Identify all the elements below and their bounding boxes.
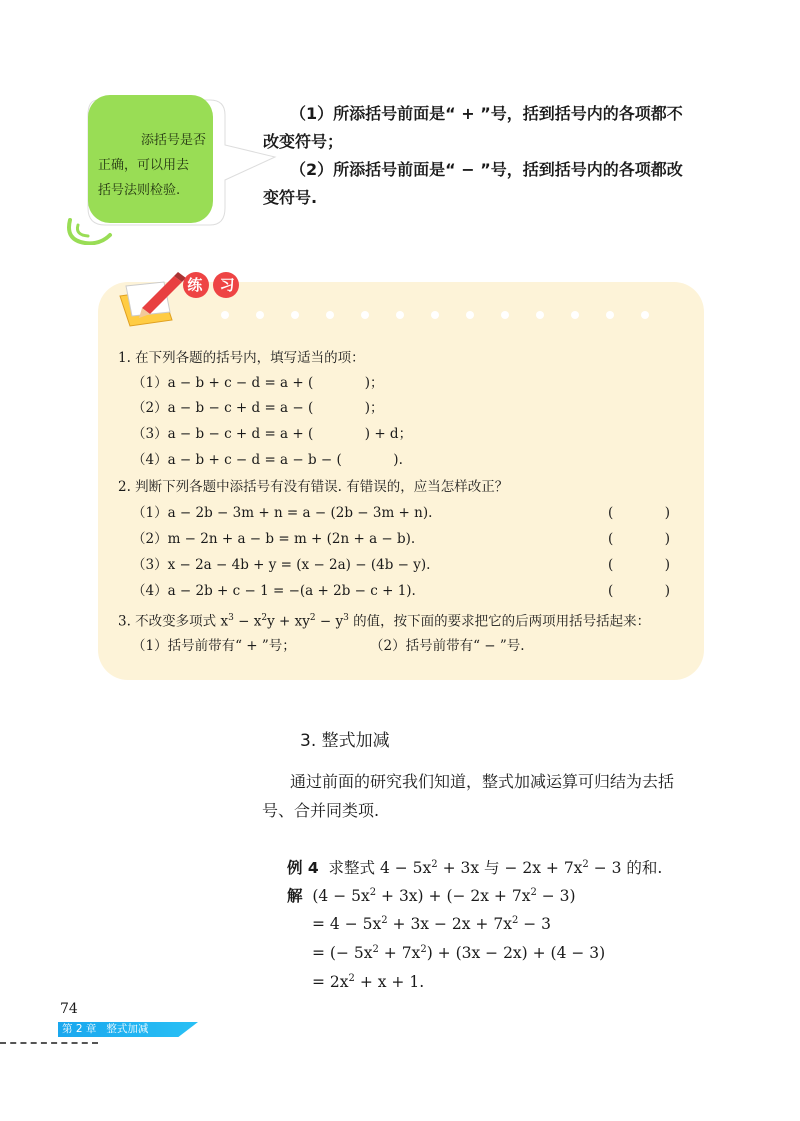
section-para-line1: 通过前面的研究我们知道，整式加减运算可归结为去括 [290, 772, 675, 791]
q2-answer-paren-4: ( ) [608, 583, 671, 599]
q1-stem: 1. 在下列各题的括号内，填写适当的项： [118, 350, 365, 366]
q1-item-1: （1）a − b + c − d = a + ( )； [132, 375, 384, 391]
solution-line-4: = $2x^2 + x + 1$. [312, 973, 425, 992]
pencil-notebook-icon [112, 268, 187, 328]
q2-item-4: （4）a − 2b + c − 1 = −(a + 2b − c + 1). [132, 583, 416, 599]
q1-item-2: （2）a − b − c + d = a − ( )； [132, 400, 384, 416]
solution-label: 解 [287, 887, 303, 906]
q1-item-3: （3）a − b − c + d = a + ( ) + d； [132, 426, 413, 442]
note-line: 正确，可以用去 [98, 158, 190, 173]
q1-item-4: （4）a − b + c − d = a − b − ( ). [132, 452, 403, 468]
q2-item-1: （1）a − 2b − 3m + n = a − (2b − 3m + n). [132, 505, 433, 521]
dot-row [210, 305, 680, 315]
page-number: 74 [60, 1001, 78, 1017]
q2-item-2: （2）m − 2n + a − b = m + (2n + a − b). [132, 531, 416, 547]
q2-item-3: （3）x − 2a − 4b + y = (x − 2a) − (4b − y). [132, 557, 431, 573]
practice-title-badge [182, 270, 242, 300]
solution-line-1: 解 $(4 - 5x^2 + 3x)$ + (− $2x + 7x^2 - 3$) [287, 887, 576, 906]
q2-answer-paren-1: ( ) [608, 505, 671, 521]
solution-line-3: = (− $5x^2 + 7x^2) + (3x - 2x) + (4 - 3)$ [312, 944, 606, 963]
section-para-line2: 号、合并同类项. [262, 801, 380, 820]
q3-stem: 3. 不改变多项式 $x^3 - x^2y + xy^2 - y^3$ 的值，按下面的要求把它的后两项用括号括起来： [118, 613, 651, 630]
practice-title: 练 习 [187, 276, 241, 294]
dots-decoration-icon [210, 310, 680, 320]
footer-dashed-line [0, 1042, 98, 1044]
q2-answer-paren-2: ( ) [608, 531, 671, 547]
rule-1-line2: 改变符号； [263, 132, 344, 151]
note-line: 添括号是否 [140, 133, 206, 148]
note-line: 括号法则检验. [98, 183, 181, 198]
q2-stem: 2. 判断下列各题中添括号有没有错误. 有错误的，应当怎样改正？ [118, 479, 509, 495]
rule-1-line1: （1）所添括号前面是“ + ”号，括到括号内的各项都不 [290, 104, 683, 123]
rule-2-line2: 变符号. [263, 188, 318, 207]
example-question: 例 4 求整式 $4 - 5x^2 + 3x$ 与 − $2x + 7x^2 - 3$ 的和. [287, 859, 663, 878]
solution-line-2: = $4 - 5x^2 + 3x - 2x + 7x^2 - 3$ [312, 915, 552, 934]
rule-2-line1: （2）所添括号前面是“ − ”号，括到括号内的各项都改 [290, 160, 683, 179]
q3-sub-2: （2）括号前带有“ − ”号. [370, 638, 525, 654]
q2-answer-paren-3: ( ) [608, 557, 671, 573]
q3-sub-1: （1）括号前带有“ + ”号； [132, 638, 296, 654]
chapter-label: 第 2 章 整式加减 [62, 1023, 149, 1035]
section-title: 3. 整式加减 [300, 731, 390, 751]
example-label: 例 4 [287, 859, 319, 878]
note-text [98, 128, 206, 203]
